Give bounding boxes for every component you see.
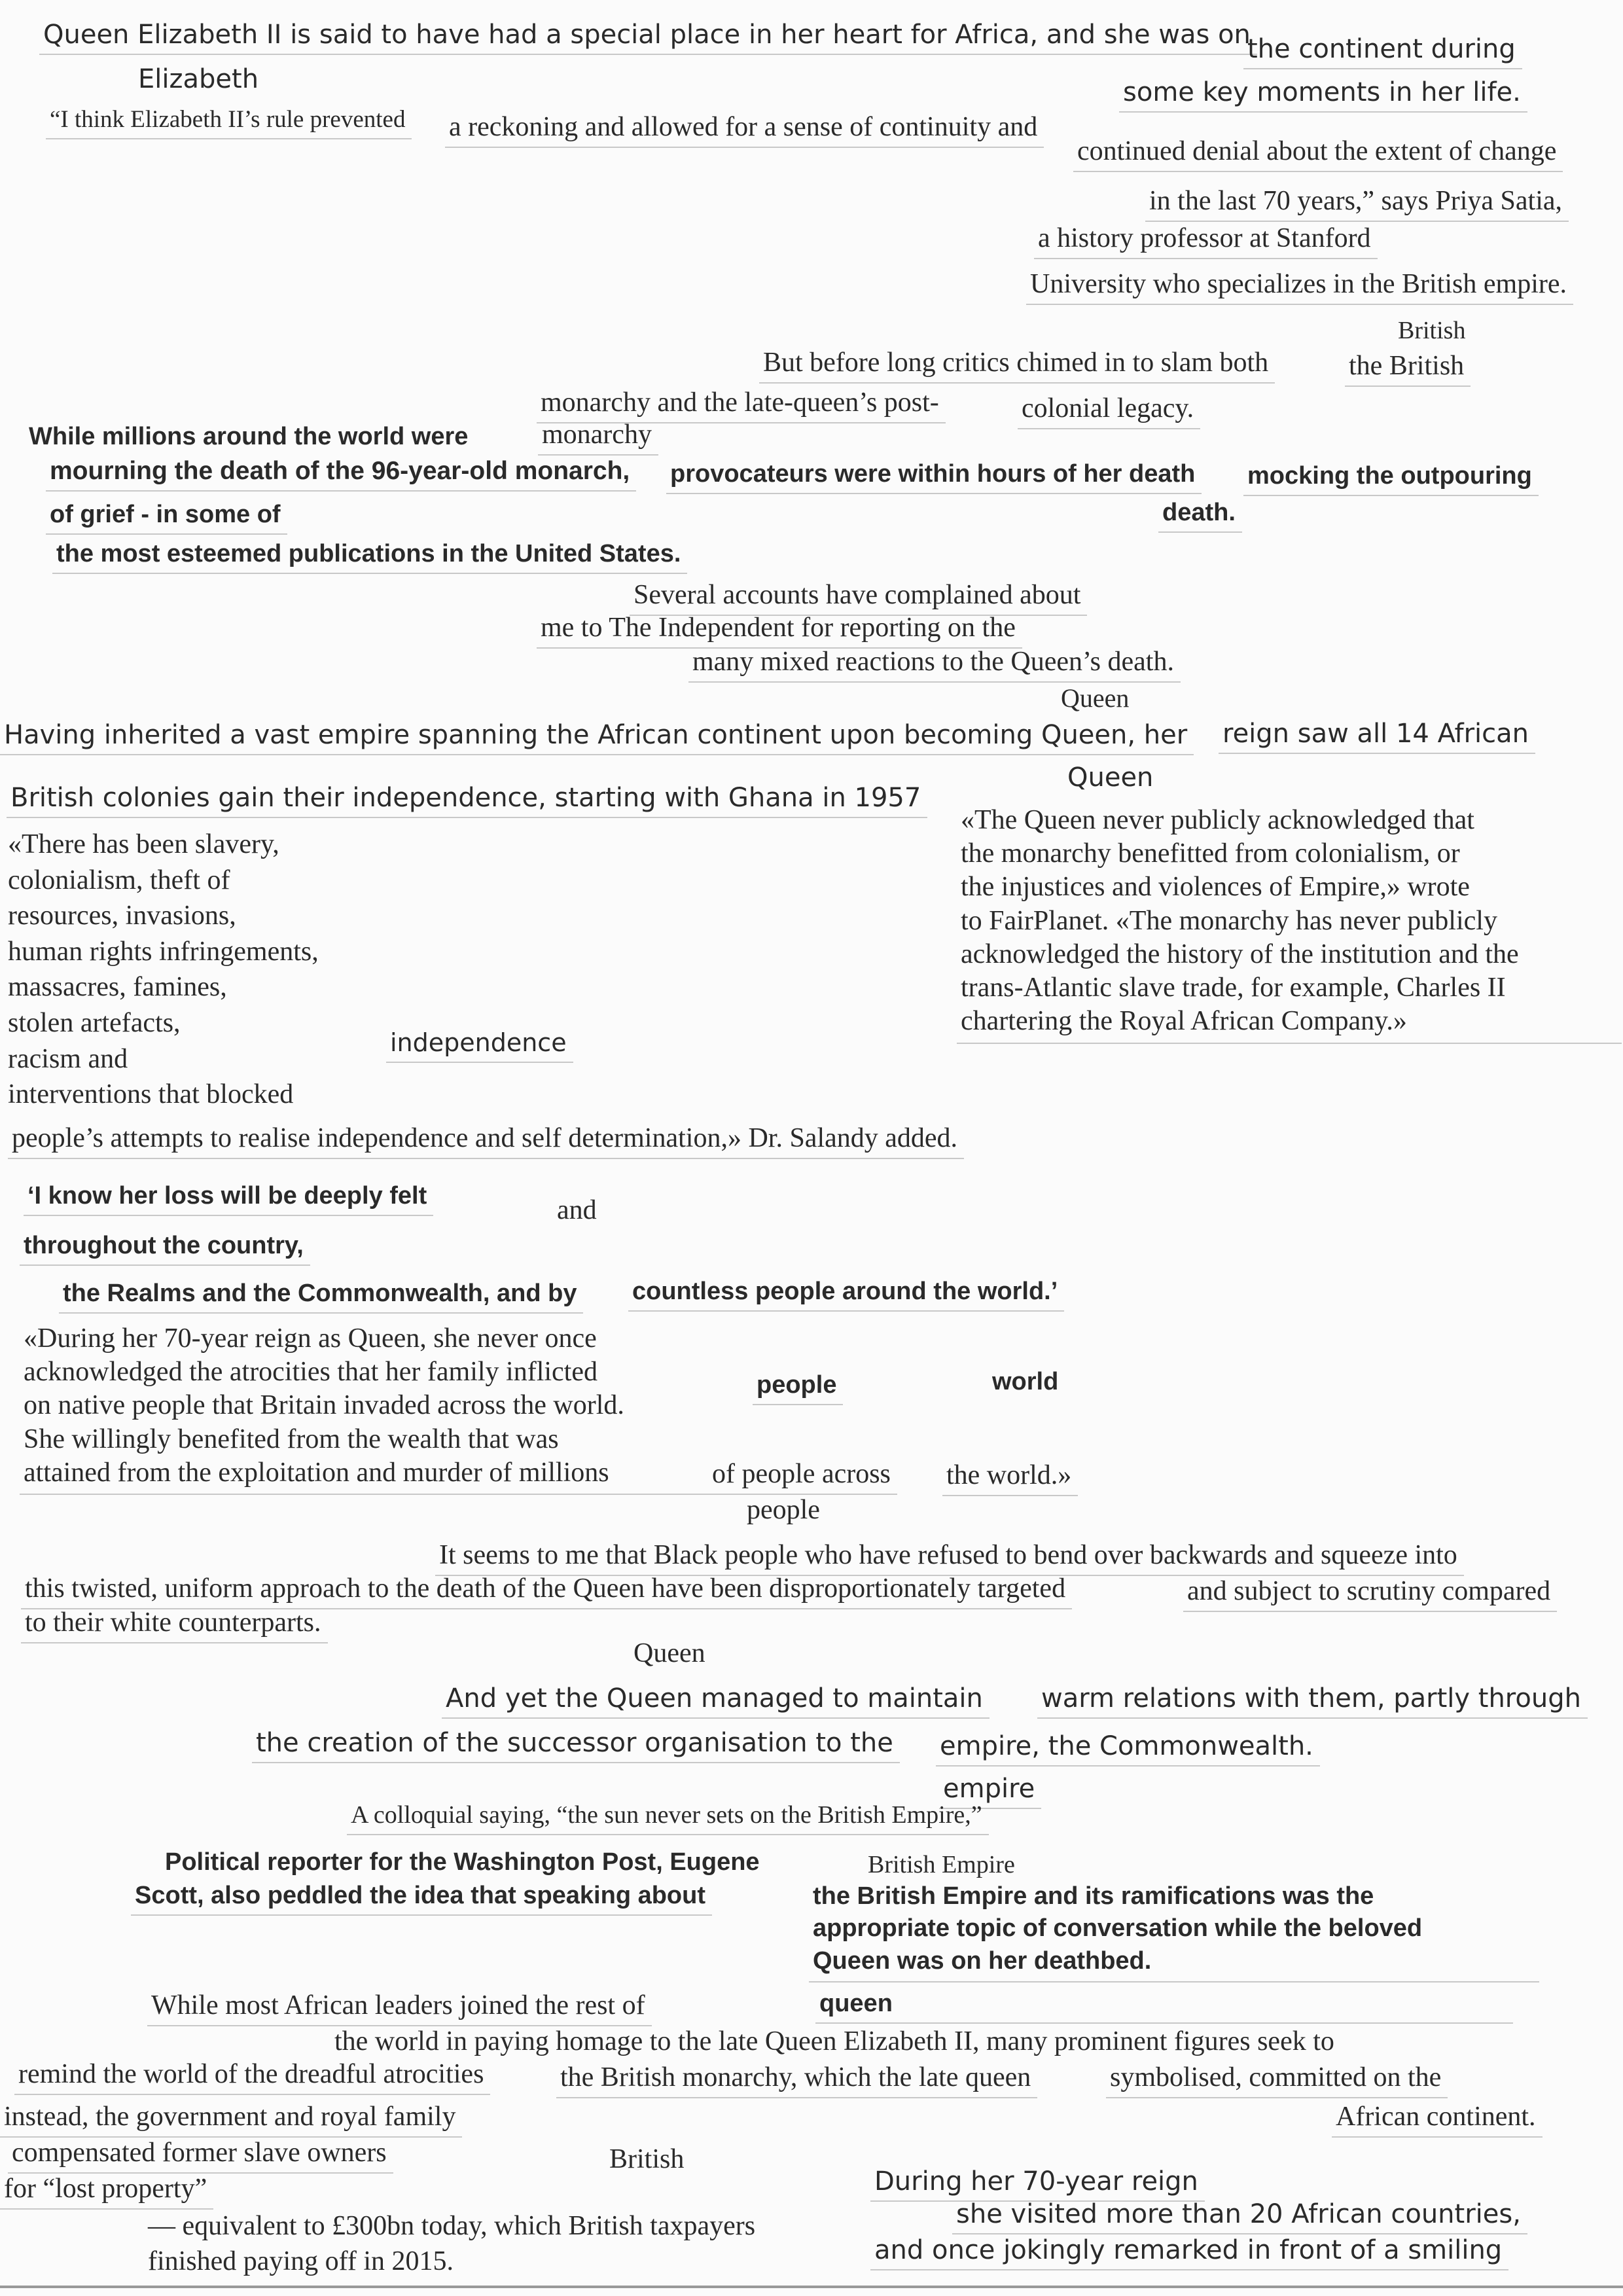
snippet-commonwealth: empire, the Commonwealth. — [936, 1731, 1320, 1767]
reign-quote — [20, 1322, 737, 1495]
snippet-instead: instead, the government and royal family — [0, 2101, 462, 2138]
empire-topic-line: Queen was on her deathbed. — [813, 1946, 1152, 1975]
snippet-colloquial: A colloquial saying, “the sun never sets on the British Empire,” — [347, 1801, 989, 1835]
snippet-provocateurs: provocateurs were within hours of her death — [666, 460, 1202, 494]
fairplanet-line: acknowledged the history of the institution and the — [961, 939, 1519, 969]
snippet-independence: independence — [386, 1029, 573, 1063]
compensation-line: — equivalent to £300bn today, which British taxpayers — [148, 2211, 756, 2241]
snippet-white-counterparts: to their white counterparts. — [21, 1607, 328, 1643]
fairplanet-line: the monarchy benefitted from colonialism, or — [961, 838, 1460, 869]
snippet-several-accounts: Several accounts have complained about — [630, 579, 1087, 616]
snippet-lost-property: for “lost property” — [0, 2173, 213, 2210]
empire-topic-line: the British Empire and its ramifications was the — [813, 1882, 1374, 1910]
snippet-and: and — [557, 1195, 597, 1225]
reign-quote-line: on native people that Britain invaded across the world. — [24, 1390, 624, 1421]
snippet-queen-2: Queen — [1067, 762, 1154, 793]
salandy-line: «There has been slavery, — [8, 829, 279, 859]
snippet-independent: me to The Independent for reporting on the — [537, 612, 1022, 649]
reign-quote-line: acknowledged the atrocities that her family inflicted — [24, 1357, 597, 1388]
snippet-critics: But before long critics chimed in to slam both — [759, 347, 1275, 384]
fairplanet-line: the injustices and violences of Empire,» wrote — [961, 872, 1470, 903]
snippet-mourning: mourning the death of the 96-year-old monarch, — [46, 457, 636, 492]
snippet-of-people-across: of people across — [708, 1458, 897, 1495]
snippet-the-world: the world.» — [942, 1460, 1078, 1496]
snippet-british-empire: British Empire — [868, 1851, 1015, 1878]
snippet-and-yet: And yet the Queen managed to maintain — [442, 1683, 990, 1719]
snippet-realms: the Realms and the Commonwealth, and by — [59, 1280, 583, 1314]
salandy-line: stolen artefacts, — [8, 1007, 181, 1038]
snippet-remind: remind the world of the dreadful atrocities — [14, 2058, 490, 2095]
snippet-key-moments: some key moments in her life. — [1119, 77, 1527, 113]
salandy-line: resources, invasions, — [8, 901, 236, 931]
snippet-mixed-reactions: many mixed reactions to the Queen’s death. — [688, 646, 1181, 683]
snippet-twisted: this twisted, uniform approach to the death of the Queen have been disproportionately targeted — [21, 1573, 1072, 1609]
snippet-stanford: University who specializes in the British empire. — [1026, 268, 1573, 305]
snippet-jokingly: and once jokingly remarked in front of a smiling — [870, 2235, 1508, 2270]
snippet-history-professor: a history professor at Stanford — [1034, 223, 1378, 259]
snippet-queen-3: Queen — [633, 1638, 705, 1668]
snippet-mocking: mocking the outpouring — [1243, 462, 1539, 496]
snippet-denial: continued denial about the extent of change — [1073, 135, 1563, 172]
snippet-monarchy: monarchy — [538, 419, 658, 456]
fairplanet-line: chartering the Royal African Company.» — [961, 1006, 1407, 1037]
salandy-line: racism and — [8, 1043, 128, 1074]
snippet-african-leaders: While most African leaders joined the rest of — [147, 1990, 652, 2026]
snippet-colonial-legacy: colonial legacy. — [1018, 393, 1200, 429]
snippet-scrutiny: and subject to scrutiny compared — [1183, 1575, 1557, 1612]
fairplanet-quote — [957, 804, 1622, 1044]
fairplanet-line: trans-Atlantic slave trade, for example, Charles II — [961, 973, 1506, 1003]
snippet-african-continent: African continent. — [1332, 2101, 1543, 2138]
reign-quote-line: «During her 70-year reign as Queen, she never once — [24, 1323, 597, 1354]
snippet-throughout: throughout the country, — [20, 1232, 310, 1266]
snippet-people-1: people — [753, 1371, 843, 1405]
fairplanet-line: to FairPlanet. «The monarchy has never publicly — [961, 905, 1497, 936]
snippet-continent: the continent during — [1243, 34, 1522, 69]
snippet-queen-1: Queen — [1061, 683, 1130, 713]
snippet-having-inherited: Having inherited a vast empire spanning the African continent upon becoming Queen, her — [0, 720, 1194, 755]
snippet-loss-felt: ‘I know her loss will be deeply felt — [24, 1182, 433, 1216]
snippet-countless-people: countless people around the world.’ — [628, 1278, 1064, 1312]
snippet-of-grief: of grief - in some of — [46, 501, 287, 535]
salandy-line: interventions that blocked — [8, 1079, 294, 1110]
reign-quote-line: She willingly benefited from the wealth that was — [24, 1424, 559, 1454]
snippet-while-millions: While millions around the world were — [29, 423, 469, 450]
snippet-colonies: British colonies gain their independence, starting with Ghana in 1957 — [7, 783, 927, 818]
salandy-line: massacres, famines, — [8, 972, 227, 1003]
snippet-paying-homage: the world in paying homage to the late Queen Elizabeth II, many prominent figures seek to — [334, 2026, 1334, 2056]
snippet-the-british: the British — [1345, 350, 1471, 387]
fairplanet-line: «The Queen never publicly acknowledged that — [961, 805, 1474, 835]
snippet-seems-to-me: It seems to me that Black people who have refused to bend over backwards and squeeze into — [435, 1539, 1464, 1576]
snippet-scott: Scott, also peddled the idea that speaking about — [131, 1882, 712, 1916]
snippet-monarchy-post: monarchy and the late-queen’s post- — [537, 387, 946, 423]
snippet-symbolised: symbolised, committed on the — [1106, 2062, 1448, 2098]
snippet-warm-relations: warm relations with them, partly through — [1037, 1683, 1588, 1719]
snippet-last-70-years: in the last 70 years,” says Priya Satia, — [1145, 185, 1569, 222]
compensation-line: finished paying off in 2015. — [148, 2246, 454, 2276]
snippet-political-reporter: Political reporter for the Washington Post, Eugene — [165, 1848, 760, 1876]
snippet-elizabeth: Elizabeth — [138, 64, 259, 94]
snippet-self-determination: people’s attempts to realise independence and self determination,» Dr. Salandy added. — [8, 1122, 964, 1159]
snippet-satia-quote-start: “I think Elizabeth II’s rule prevented — [46, 106, 412, 139]
snippet-british-monarchy: the British monarchy, which the late queen — [556, 2062, 1037, 2098]
salandy-list — [4, 827, 381, 1117]
snippet-people-2: people — [747, 1495, 820, 1525]
reign-quote-line: attained from the exploitation and murder of millions — [24, 1457, 609, 1488]
snippet-reckoning: a reckoning and allowed for a sense of continuity and — [445, 111, 1044, 148]
snippet-world: world — [992, 1368, 1059, 1395]
snippet-visited: she visited more than 20 African countries, — [952, 2199, 1527, 2234]
salandy-line: human rights infringements, — [8, 936, 319, 967]
snippet-british-2: British — [609, 2144, 685, 2174]
snippet-compensated: compensated former slave owners — [8, 2137, 393, 2174]
salandy-line: colonialism, theft of — [8, 865, 230, 895]
snippet-during-reign: During her 70-year reign — [870, 2166, 1205, 2202]
snippet-empire: empire — [939, 1774, 1041, 1809]
snippet-esteemed: the most esteemed publications in the United States. — [52, 540, 687, 574]
compensation — [144, 2209, 842, 2284]
snippet-queen-lower: queen — [815, 1990, 1513, 2024]
snippet-successor: the creation of the successor organisation to the — [252, 1728, 900, 1763]
page-bottom-edge — [0, 2286, 1623, 2288]
snippet-british-1: British — [1398, 317, 1466, 344]
empire-topic — [809, 1880, 1539, 1982]
empire-topic-line: appropriate topic of conversation while the beloved — [813, 1914, 1423, 1943]
snippet-reign-saw: reign saw all 14 African — [1219, 719, 1535, 754]
snippet-intro: Queen Elizabeth II is said to have had a special place in her heart for Africa, and she was on — [39, 20, 1257, 55]
snippet-death: death. — [1158, 499, 1242, 533]
